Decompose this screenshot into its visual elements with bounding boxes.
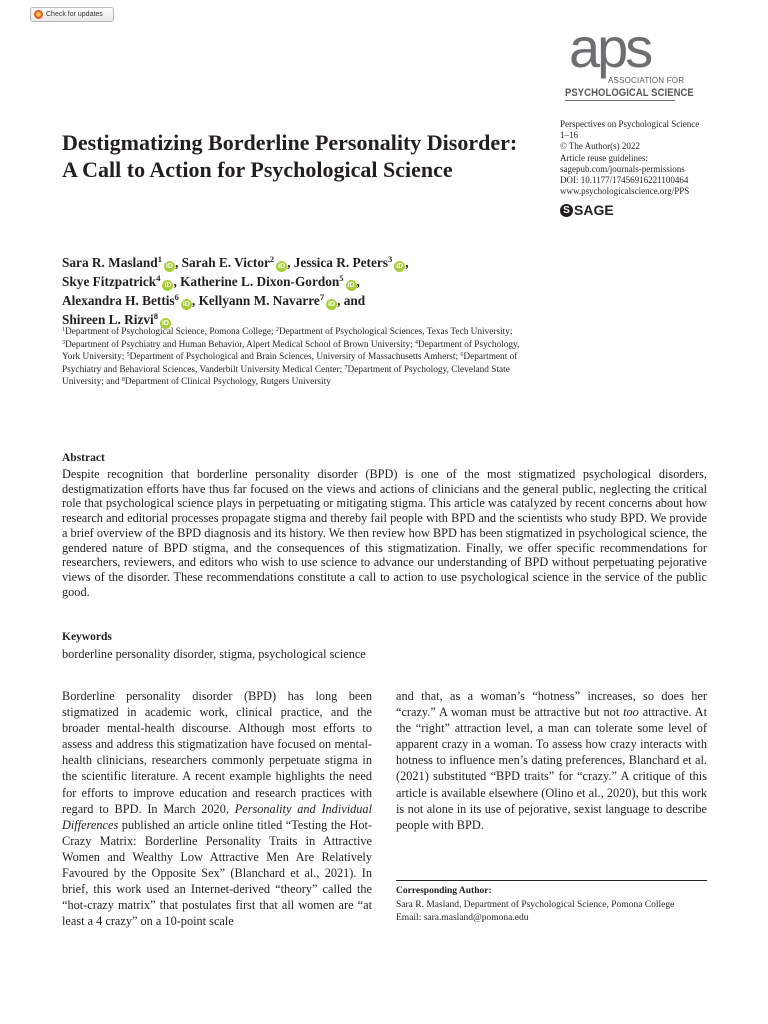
journal-info	[560, 119, 760, 197]
affiliation-number: 6	[460, 352, 464, 359]
author-name: Kellyann M. Navarre	[198, 293, 320, 308]
affiliation-number: 5	[126, 352, 130, 359]
affiliation-text: Department of Psychology, Cleveland State University; and	[62, 364, 510, 388]
aps-logo	[565, 16, 694, 110]
abstract-heading: Abstract	[62, 452, 105, 464]
author-separator: ,	[287, 255, 294, 270]
copyright: © The Author(s) 2022	[560, 141, 640, 152]
orcid-icon[interactable]: iD	[347, 282, 355, 289]
check-for-updates-button[interactable]	[30, 7, 114, 22]
page-range: 1–16	[560, 130, 578, 141]
author-separator: ,	[173, 274, 181, 289]
orcid-icon[interactable]: iD	[161, 320, 169, 327]
author-separator: , and	[337, 293, 366, 308]
correspondence-divider	[396, 880, 707, 881]
correspondence-address: Sara R. Masland, Department of Psychological Science, Pomona College	[396, 900, 675, 910]
affiliation-number: 3	[62, 339, 65, 346]
affiliation-text: Department of Psychological and Brain Sciences, University of Massachusetts Amherst;	[129, 352, 461, 363]
aps-logo-line1: ASSOCIATION FOR	[608, 76, 685, 85]
affiliation-text: Department of Psychological Science, Pomona College;	[65, 327, 276, 337]
correspondence-email[interactable]: Email: sara.masland@pomona.edu	[396, 912, 529, 923]
author-separator: ,	[356, 274, 360, 289]
article-title: Destigmatizing Borderline Personality Disorder: A Call to Action for Psychological Science	[62, 130, 518, 182]
doi-link[interactable]: DOI: 10.1177/17456916221100464	[560, 175, 689, 186]
author-affiliation-number: 6	[174, 292, 179, 302]
author-affiliation-number: 1	[157, 254, 162, 264]
author-name: Alexandra H. Bettis	[62, 293, 175, 308]
journal-title-italic: Personality and Individual Differences	[62, 801, 372, 832]
author-affiliation-number: 3	[387, 254, 393, 264]
body-text: and that, as a woman’s “hotness” increases, so does her “crazy.” A woman must be attractive but not	[396, 689, 707, 720]
body-text: Borderline personality disorder (BPD) has long been stigmatized in academic work, clinical practice, and the broader mental-health discourse. Although most efforts to assess and address this stigmatization have focused on mental-health clinicians, researchers commonly perpetuate stigma in the scientific literature. A recent example highlights the need for efforts to improve education and research practices with regard to BPD. In March 2020,	[62, 689, 372, 816]
affiliation-text: Department of Psychological Sciences, Texas Tech University;	[278, 327, 513, 337]
orcid-icon[interactable]: iD	[396, 263, 404, 270]
orcid-icon[interactable]: iD	[278, 263, 286, 270]
affiliation-number: 7	[344, 364, 348, 371]
author-affiliation-number: 4	[156, 273, 161, 283]
correspondence-details	[396, 899, 707, 924]
affiliation-text: Department of Psychiatry and Human Behavior, Alpert Medical School of Brown University;	[65, 339, 415, 350]
keywords-heading: Keywords	[62, 631, 112, 643]
author-name: Shireen L. Rizvi	[62, 312, 154, 327]
aps-logo-rule	[565, 100, 675, 101]
orcid-icon[interactable]: iD	[164, 282, 172, 289]
body-text: published an article online titled “Testing the Hot-Crazy Matrix: Borderline Personality Traits in Attractive Women and Wealthy Low Attractive Men Are Relatively Favoured by the Opposite Sex” (Blanchard et al., 2021). In brief, this work used an Internet-derived “theory” called the “hot-crazy matrix” that postulates first that all women are “at least a 4 crazy” on a 10-point scale	[62, 817, 372, 929]
author-affiliation-number: 8	[153, 311, 158, 321]
author-separator: ,	[174, 255, 182, 270]
affiliation-text: Department of Psychiatry and Behavioral Sciences, Vanderbilt University Medical Center;	[62, 352, 518, 375]
body-column-left	[62, 688, 372, 929]
author-name: Sara R. Masland	[62, 255, 158, 270]
body-text: attractive. At the “right” attraction level, a man can tolerate some level of apparent crazy in a woman. To assess how crazy interacts with hotness to influence men’s dating preferences, Blanchard et al. (2021) substituted “BPD traits” for “crazy.” A critique of this article is available elsewhere (Olino et al., 2020), but this work is not alone in its use of pejorative, sexist language to describe people with BPD.	[396, 705, 707, 832]
sage-logo	[560, 202, 614, 218]
correspondence-heading: Corresponding Author:	[396, 886, 492, 896]
orcid-icon[interactable]: iD	[182, 301, 190, 308]
body-column-right	[396, 688, 707, 833]
affiliation-number: 2	[275, 327, 279, 333]
sage-logo-mark: S	[560, 204, 573, 217]
journal-website-link[interactable]: www.psychologicalscience.org/PPS	[560, 186, 690, 197]
check-for-updates-label: Check for updates	[46, 11, 103, 18]
affiliations	[62, 326, 532, 389]
affiliation-number: 1	[62, 327, 65, 333]
aps-logo-line2: PSYCHOLOGICAL SCIENCE	[565, 87, 694, 99]
affiliation-text: Department of Clinical Psychology, Rutgers University	[124, 377, 331, 388]
journal-name: Perspectives on Psychological Science	[560, 119, 700, 129]
author-affiliation-number: 7	[319, 292, 325, 302]
permissions-link[interactable]: sagepub.com/journals-permissions	[560, 163, 685, 174]
author-affiliation-number: 5	[339, 273, 344, 283]
sage-logo-text: SAGE	[574, 202, 614, 218]
author-name: Sarah E. Victor	[181, 255, 270, 270]
reuse-guidelines-label: Article reuse guidelines:	[560, 152, 648, 163]
body-paragraph	[396, 688, 707, 833]
crossmark-icon	[34, 10, 43, 19]
author-separator: ,	[405, 255, 409, 270]
author-list	[62, 253, 532, 329]
author-affiliation-number: 2	[269, 254, 275, 264]
author-name: Skye Fitzpatrick	[62, 274, 157, 289]
keywords-text: borderline personality disorder, stigma, psychological science	[62, 647, 366, 661]
affiliation-number: 4	[415, 339, 418, 346]
body-paragraph	[62, 688, 372, 929]
orcid-icon[interactable]: iD	[328, 301, 336, 308]
affiliation-text: Department of Psychology, York University;	[62, 339, 520, 363]
affiliation-number: 8	[121, 377, 125, 384]
aps-logo-mark: aps	[569, 16, 651, 79]
emphasis-italic: too	[623, 705, 639, 720]
orcid-icon[interactable]: iD	[165, 263, 173, 270]
author-name: Katherine L. Dixon-Gordon	[180, 274, 340, 289]
abstract-text: Despite recognition that borderline personality disorder (BPD) is one of the most stigmatized psychological disorders, destigmatization efforts have thus far focused on the views and actions of clinicians and the general public, neglecting the critical role that psychological science plays in perpetuating or mitigating stigma. This article was catalyzed by recent concerns about how research and editorial processes propagate stigma and thereby fail people with BPD and the scientists who study BPD. We provide a brief overview of the BPD diagnosis and its history. We then review how BPD has been stigmatized in psychological science, the gendered nature of BPD stigma, and the consequences of this stigmatization. Finally, we offer specific recommendations for researchers, reviewers, and editors who wish to use science to advance our understanding of BPD without perpetuating pejorative views of the disorder. These recommendations constitute a call to action to use psychological science in the service of the public good.	[62, 467, 707, 599]
author-separator: ,	[191, 293, 199, 308]
author-name: Jessica R. Peters	[293, 255, 388, 270]
